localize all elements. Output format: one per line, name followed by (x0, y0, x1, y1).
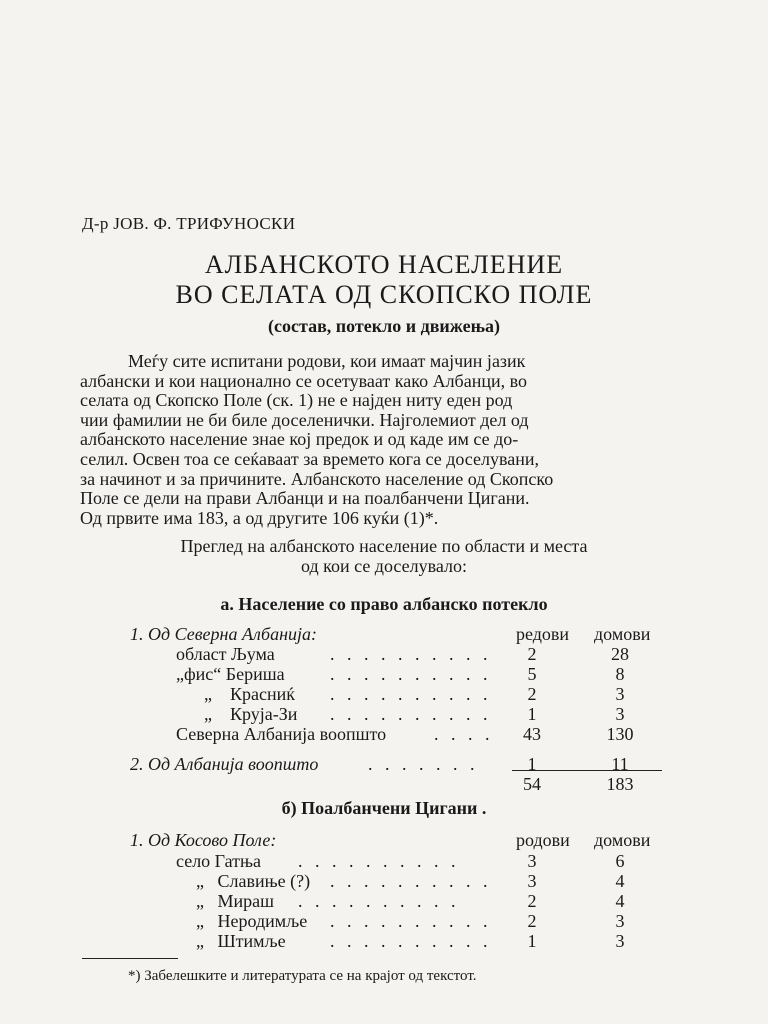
leader-dots: . . . . . . . (368, 754, 479, 774)
row-label: „фис“ Бериша (176, 664, 285, 684)
leader-dots: . . . . . . . . . . (330, 684, 492, 704)
leader-dots: . . . . . . . . . . (330, 931, 492, 951)
leader-dots: . . . . . . . . . . (330, 871, 492, 891)
author-line: Д-р ЈОВ. Ф. ТРИФУНОСКИ (82, 214, 296, 233)
paragraph-line: албанското население знае кој предок и од каде им се до- (80, 429, 519, 450)
row-label: област Љума (176, 644, 275, 664)
group-title: 1. Од Северна Албанија: (130, 624, 317, 644)
intro-paragraph (80, 352, 666, 528)
rows-value: 5 (527, 664, 537, 684)
section-a-total-row (0, 774, 768, 794)
column-header-rows: родови (516, 830, 570, 850)
houses-value: 6 (615, 851, 625, 871)
leader-dots: . . . . . . . . . . (298, 891, 460, 911)
table-row (0, 724, 768, 744)
section-a-heading: а. Население со право албанско потекло (220, 594, 548, 614)
paragraph-line: селата од Скопско Поле (ск. 1) не е најден ниту еден род (80, 390, 513, 411)
leader-dots: . . . . . . . . . . (330, 911, 492, 931)
table-row (0, 851, 768, 871)
table-row (0, 871, 768, 891)
row-label: „ Неродимље (196, 911, 308, 931)
houses-value: 8 (615, 664, 625, 684)
column-header-rows: редови (516, 624, 570, 644)
leader-dots: . . . . . . . . . . (330, 644, 492, 664)
footnote-rule (82, 958, 178, 959)
rows-value: 3 (527, 871, 537, 891)
row-label: „ Круја-Зи (204, 704, 298, 724)
group-title: 2. Од Албанија воопшто (130, 754, 319, 774)
paragraph-line: Поле се дели на прави Албанци и на поалбанчени Цигани. (80, 488, 530, 509)
rows-value: 2 (527, 891, 537, 911)
paragraph-line: чии фамилии не би биле доселенички. Најголемиот дел од (80, 409, 529, 430)
section-a-group1-header (0, 624, 768, 644)
table-row (0, 911, 768, 931)
row-label: Северна Албанија воопшто (176, 724, 387, 744)
houses-value: 3 (615, 931, 625, 951)
houses-value: 130 (606, 724, 634, 744)
rows-value: 2 (527, 644, 537, 664)
rows-value: 1 (527, 704, 537, 724)
rows-value: 43 (523, 724, 541, 744)
section-a-group2-row (0, 754, 768, 774)
overview-line-1: Преглед на албанското население по области и места (180, 536, 588, 556)
row-label: „ Славиње (?) (196, 871, 311, 891)
overview-line-2: од кои се доселувало: (301, 556, 467, 576)
houses-value: 3 (615, 704, 625, 724)
row-label: „ Красниќ (204, 684, 295, 704)
table-row (0, 684, 768, 704)
leader-dots: . . . . . . . . . . (330, 704, 492, 724)
total-rows-value: 54 (523, 774, 541, 794)
total-houses-value: 183 (606, 774, 634, 794)
table-row (0, 931, 768, 951)
houses-value: 3 (615, 684, 625, 704)
section-b-group1-header (0, 830, 768, 850)
table-row (0, 704, 768, 724)
row-label: село Гатња (176, 851, 262, 871)
rows-value: 1 (527, 754, 537, 774)
section-b-heading: б) Поалбанчени Цигани . (281, 798, 487, 818)
row-label: „ Мираш (196, 891, 274, 911)
rows-value: 2 (527, 911, 537, 931)
houses-value: 4 (615, 891, 625, 911)
page-title-line-2: ВО СЕЛАТА ОД СКОПСКО ПОЛЕ (175, 280, 593, 309)
paragraph-line: Од првите има 183, а од другите 106 куќи (1)*. (80, 507, 439, 528)
houses-value: 11 (611, 754, 629, 774)
overview-heading (0, 536, 768, 576)
rows-value: 1 (527, 931, 537, 951)
footnote: *) Забелешките и литературата се на крајот од текстот. (128, 968, 477, 984)
column-header-houses: домови (594, 830, 651, 850)
column-header-houses: домови (594, 624, 651, 644)
paragraph-line: албански и кои национално се осетуваат како Албанци, во (80, 370, 527, 391)
leader-dots: . . . . (434, 724, 494, 744)
table-row (0, 891, 768, 911)
page-title-line-1: АЛБАНСКОТО НАСЕЛЕНИЕ (204, 250, 564, 279)
table-row (0, 664, 768, 684)
houses-value: 4 (615, 871, 625, 891)
total-rule (512, 770, 662, 771)
houses-value: 3 (615, 911, 625, 931)
rows-value: 2 (527, 684, 537, 704)
leader-dots: . . . . . . . . . . (298, 851, 460, 871)
paragraph-line: за начинот и за причините. Албанското население од Скопско (80, 468, 554, 489)
table-row (0, 644, 768, 664)
paragraph-line: селил. Освен тоа се сеќаваат за времето кога се доселувани, (80, 448, 539, 469)
subtitle: (состав, потекло и движења) (268, 316, 500, 336)
row-label: „ Штимље (196, 931, 286, 951)
leader-dots: . . . . . . . . . . (330, 664, 492, 684)
paragraph-line: Меѓу сите испитани родови, кои имаат мајчин јазик (128, 351, 526, 371)
houses-value: 28 (611, 644, 629, 664)
group-title: 1. Од Косово Поле: (130, 830, 277, 850)
rows-value: 3 (527, 851, 537, 871)
